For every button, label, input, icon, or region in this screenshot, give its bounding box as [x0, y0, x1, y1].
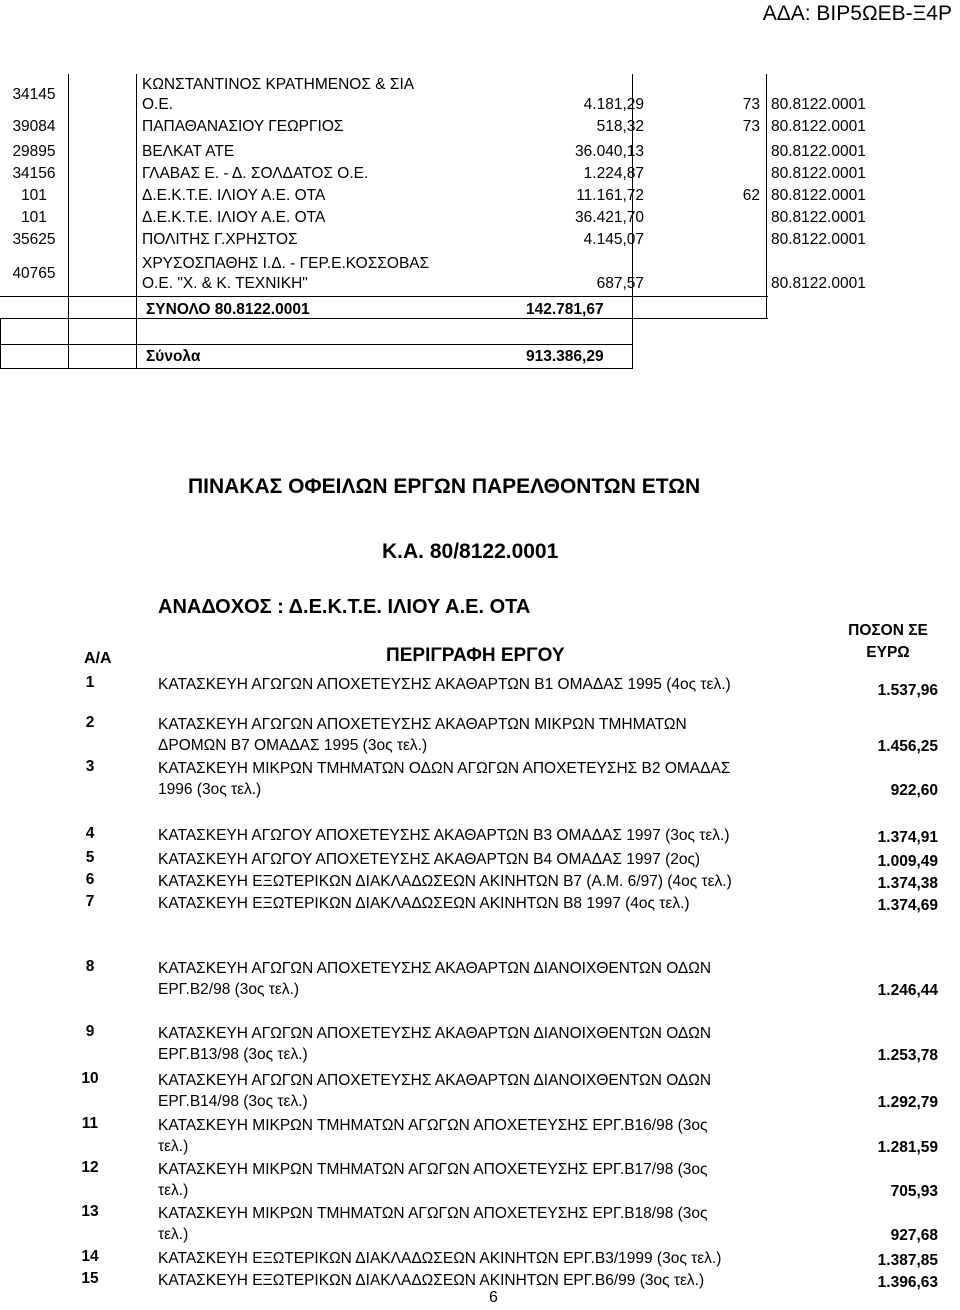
work-description-line: ΚΑΤΑΣΚΕΥΗ ΜΙΚΡΩΝ ΤΜΗΜΑΤΩΝ ΑΓΩΓΩΝ ΑΠΟΧΕΤΕΥΣΗΣ ΕΡΓ.Β18/98 (3ος [158, 1205, 708, 1222]
work-description-line: ΕΡΓ.Β13/98 (3ος τελ.) [158, 1046, 308, 1063]
work-description-line: ΚΑΤΑΣΚΕΥΗ ΑΓΩΓΩΝ ΑΠΟΧΕΤΕΥΣΗΣ ΑΚΑΘΑΡΤΩΝ ΔΙΑΝΟΙΧΘΕΝΤΩΝ ΟΔΩΝ [158, 1072, 712, 1089]
row-amount: 11.161,72 [576, 187, 644, 204]
work-amount: 1.281,59 [877, 1139, 938, 1156]
total-label: Σύνολα [146, 348, 201, 365]
work-number: 1 [85, 674, 95, 691]
work-description-line: ΚΑΤΑΣΚΕΥΗ ΑΓΩΓΩΝ ΑΠΟΧΕΤΕΥΣΗΣ ΑΚΑΘΑΡΤΩΝ Β1 ΟΜΑΔΑΣ 1995 (4ος τελ.) [158, 676, 731, 693]
row-id: 34145 [12, 86, 56, 103]
work-description-line: ΚΑΤΑΣΚΕΥΗ ΕΞΩΤΕΡΙΚΩΝ ΔΙΑΚΛΑΔΩΣΕΩΝ ΑΚΙΝΗΤΩΝ Β8 1997 (4ος τελ.) [158, 895, 690, 912]
work-number: 13 [81, 1203, 99, 1220]
work-description-line: ΔΡΟΜΩΝ Β7 ΟΜΑΔΑΣ 1995 (3ος τελ.) [158, 737, 428, 754]
work-description-line: ΕΡΓ.Β14/98 (3ος τελ.) [158, 1093, 308, 1110]
row-name-line: ΚΩΝΣΤΑΝΤΙΝΟΣ ΚΡΑΤΗΜΕΝΟΣ & ΣΙΑ [142, 76, 415, 93]
work-number: 11 [81, 1115, 99, 1132]
work-number: 15 [81, 1270, 99, 1287]
row-count: 73 [742, 96, 760, 113]
work-description-line: ΚΑΤΑΣΚΕΥΗ ΑΓΩΓΩΝ ΑΠΟΧΕΤΕΥΣΗΣ ΑΚΑΘΑΡΤΩΝ ΔΙΑΝΟΙΧΘΕΝΤΩΝ ΟΔΩΝ [158, 960, 712, 977]
row-code: 80.8122.0001 [771, 209, 866, 226]
work-number: 7 [85, 893, 95, 910]
ada-code: ΑΔΑ: ΒΙΡ5ΩΕΒ-Ξ4Ρ [762, 2, 952, 25]
row-id: 34156 [12, 165, 56, 182]
row-id: 35625 [12, 231, 56, 248]
work-amount: 922,60 [890, 782, 938, 799]
row-amount: 518,32 [596, 118, 644, 135]
col-header-amount [840, 620, 936, 664]
subtotal-amount: 142.781,67 [526, 301, 604, 318]
work-number: 5 [85, 849, 95, 866]
work-number: 8 [85, 958, 95, 975]
page-number: 6 [489, 1289, 498, 1306]
work-description-line: ΚΑΤΑΣΚΕΥΗ ΑΓΩΓΩΝ ΑΠΟΧΕΤΕΥΣΗΣ ΑΚΑΘΑΡΤΩΝ ΜΙΚΡΩΝ ΤΜΗΜΑΤΩΝ [158, 716, 687, 733]
work-description-line: τελ.) [158, 1138, 189, 1155]
work-description-line: ΚΑΤΑΣΚΕΥΗ ΑΓΩΓΟΥ ΑΠΟΧΕΤΕΥΣΗΣ ΑΚΑΘΑΡΤΩΝ Β4 ΟΜΑΔΑΣ 1997 (2ος) [158, 851, 701, 868]
work-amount: 1.292,79 [877, 1094, 938, 1111]
row-name-line: ΒΕΛΚΑΤ ΑΤΕ [142, 143, 235, 160]
row-code: 80.8122.0001 [771, 96, 866, 113]
row-code: 80.8122.0001 [771, 275, 866, 292]
work-amount: 1.456,25 [877, 738, 938, 755]
row-amount: 1.224,87 [583, 165, 644, 182]
section-title: ΠΙΝΑΚΑΣ ΟΦΕΙΛΩΝ ΕΡΓΩΝ ΠΑΡΕΛΘΟΝΤΩΝ ΕΤΩΝ [188, 475, 701, 498]
row-amount: 4.145,07 [583, 231, 644, 248]
row-code: 80.8122.0001 [771, 231, 866, 248]
row-code: 80.8122.0001 [771, 165, 866, 182]
work-amount: 1.253,78 [877, 1047, 938, 1064]
row-code: 80.8122.0001 [771, 118, 866, 135]
col-header-amount-line-1: ΠΟΣΟΝ ΣΕ [848, 622, 928, 639]
col-header-amount-line-2: ΕΥΡΩ [866, 644, 910, 661]
row-code: 80.8122.0001 [771, 143, 866, 160]
work-amount: 927,68 [890, 1227, 938, 1244]
work-description-line: ΚΑΤΑΣΚΕΥΗ ΜΙΚΡΩΝ ΤΜΗΜΑΤΩΝ ΑΓΩΓΩΝ ΑΠΟΧΕΤΕΥΣΗΣ ΕΡΓ.Β16/98 (3ος [158, 1117, 708, 1134]
row-code: 80.8122.0001 [771, 187, 866, 204]
work-description-line: ΚΑΤΑΣΚΕΥΗ ΜΙΚΡΩΝ ΤΜΗΜΑΤΩΝ ΟΔΩΝ ΑΓΩΓΩΝ ΑΠΟΧΕΤΕΥΣΗΣ Β2 ΟΜΑΔΑΣ [158, 760, 731, 777]
work-description-line: 1996 (3ος τελ.) [158, 781, 262, 798]
row-name-line: ΓΛΑΒΑΣ Ε. - Δ. ΣΟΛΔΑΤΟΣ Ο.Ε. [142, 165, 369, 182]
row-id: 40765 [12, 265, 56, 282]
row-amount: 36.421,70 [575, 209, 644, 226]
work-number: 12 [81, 1159, 99, 1176]
work-amount: 1.396,63 [877, 1274, 938, 1291]
work-number: 2 [85, 714, 95, 731]
work-number: 4 [85, 825, 95, 842]
row-amount: 36.040,13 [575, 143, 644, 160]
row-name-line: ΠΑΠΑΘΑΝΑΣΙΟΥ ΓΕΩΡΓΙΟΣ [142, 118, 344, 135]
work-number: 10 [81, 1070, 99, 1087]
work-description-line: τελ.) [158, 1182, 189, 1199]
work-description-line: ΕΡΓ.Β2/98 (3ος τελ.) [158, 981, 300, 998]
row-name-line: ΠΟΛΙΤΗΣ Γ.ΧΡΗΣΤΟΣ [142, 231, 298, 248]
row-name-line: Ο.Ε. [142, 96, 174, 113]
work-number: 6 [85, 871, 95, 888]
total-amount: 913.386,29 [526, 348, 604, 365]
work-amount: 1.537,96 [877, 682, 938, 699]
row-name-line: ΧΡΥΣΟΣΠΑΘΗΣ Ι.Δ. - ΓΕΡ.Ε.ΚΟΣΣΟΒΑΣ [142, 255, 430, 272]
work-number: 14 [81, 1248, 99, 1265]
row-id: 101 [21, 187, 47, 204]
row-amount: 4.181,29 [583, 96, 644, 113]
row-count: 62 [742, 187, 760, 204]
work-description-line: ΚΑΤΑΣΚΕΥΗ ΕΞΩΤΕΡΙΚΩΝ ΔΙΑΚΛΑΔΩΣΕΩΝ ΑΚΙΝΗΤΩΝ ΕΡΓ.Β3/1999 (3ος τελ.) [158, 1250, 722, 1267]
subtotal-label: ΣΥΝΟΛΟ 80.8122.0001 [146, 301, 310, 318]
row-id: 101 [21, 209, 47, 226]
row-amount: 687,57 [596, 275, 644, 292]
row-name-line: Δ.Ε.Κ.Τ.Ε. ΙΛΙΟΥ Α.Ε. ΟΤΑ [142, 187, 326, 204]
work-description-line: ΚΑΤΑΣΚΕΥΗ ΑΓΩΓΟΥ ΑΠΟΧΕΤΕΥΣΗΣ ΑΚΑΘΑΡΤΩΝ Β3 ΟΜΑΔΑΣ 1997 (3ος τελ.) [158, 827, 730, 844]
col-header-num: Α/Α [84, 650, 112, 667]
contractor: ΑΝΑΔΟΧΟΣ : Δ.Ε.Κ.Τ.Ε. ΙΛΙΟΥ Α.Ε. ΟΤΑ [158, 596, 531, 618]
row-name-line: Ο.Ε. "Χ. & Κ. ΤΕΧΝΙΚΗ" [142, 275, 308, 292]
work-amount: 1.009,49 [877, 853, 938, 870]
work-description-line: τελ.) [158, 1226, 189, 1243]
work-amount: 1.246,44 [877, 982, 938, 999]
work-number: 9 [85, 1023, 95, 1040]
row-id: 29895 [12, 143, 56, 160]
work-amount: 1.387,85 [877, 1252, 938, 1269]
work-amount: 1.374,38 [877, 875, 938, 892]
col-header-desc: ΠΕΡΙΓΡΑΦΗ ΕΡΓΟΥ [386, 645, 565, 666]
ka-code: Κ.Α. 80/8122.0001 [382, 540, 559, 563]
work-number: 3 [85, 758, 95, 775]
work-description-line: ΚΑΤΑΣΚΕΥΗ ΕΞΩΤΕΡΙΚΩΝ ΔΙΑΚΛΑΔΩΣΕΩΝ ΑΚΙΝΗΤΩΝ Β7 (Α.Μ. 6/97) (4ος τελ.) [158, 873, 732, 890]
row-count: 73 [742, 118, 760, 135]
row-name-line: Δ.Ε.Κ.Τ.Ε. ΙΛΙΟΥ Α.Ε. ΟΤΑ [142, 209, 326, 226]
work-description-line: ΚΑΤΑΣΚΕΥΗ ΑΓΩΓΩΝ ΑΠΟΧΕΤΕΥΣΗΣ ΑΚΑΘΑΡΤΩΝ ΔΙΑΝΟΙΧΘΕΝΤΩΝ ΟΔΩΝ [158, 1025, 712, 1042]
work-amount: 705,93 [890, 1183, 938, 1200]
work-description-line: ΚΑΤΑΣΚΕΥΗ ΕΞΩΤΕΡΙΚΩΝ ΔΙΑΚΛΑΔΩΣΕΩΝ ΑΚΙΝΗΤΩΝ ΕΡΓ.Β6/99 (3ος τελ.) [158, 1272, 705, 1289]
row-id: 39084 [12, 118, 56, 135]
work-description-line: ΚΑΤΑΣΚΕΥΗ ΜΙΚΡΩΝ ΤΜΗΜΑΤΩΝ ΑΓΩΓΩΝ ΑΠΟΧΕΤΕΥΣΗΣ ΕΡΓ.Β17/98 (3ος [158, 1161, 708, 1178]
work-amount: 1.374,69 [877, 897, 938, 914]
work-amount: 1.374,91 [877, 829, 938, 846]
